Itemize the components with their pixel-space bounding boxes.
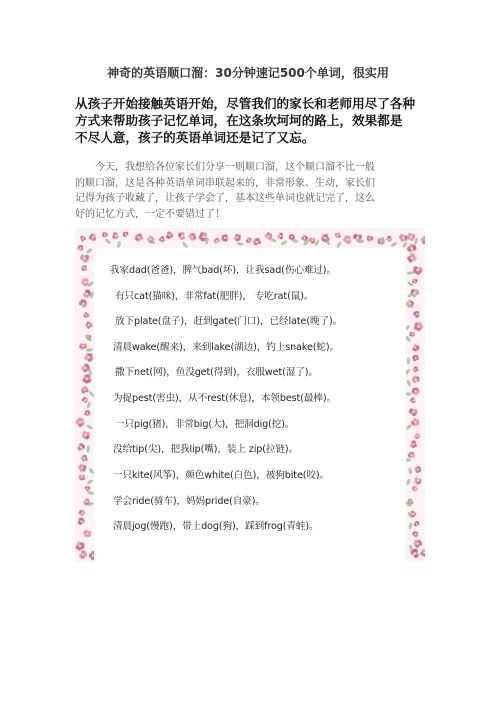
lead-line: 从孩子开始接触英语开始，尽管我们的家长和老师用尽了各种 — [75, 96, 416, 111]
flower-icon — [413, 266, 423, 275]
intro-line: 记得为孩子收藏了，让孩子学会了，基本这些单词也就记完了，这么 — [75, 193, 375, 204]
flower-icon — [159, 236, 165, 242]
flower-icon — [82, 374, 91, 384]
leaf-icon — [405, 423, 412, 430]
flower-icon — [414, 322, 423, 331]
leaf-icon — [86, 424, 94, 431]
flower-icon — [135, 233, 144, 241]
flower-icon — [77, 443, 85, 451]
flower-icon — [407, 253, 417, 262]
flower-icon — [409, 408, 418, 416]
rhyme-image — [75, 228, 425, 562]
rhyme-line: 学会ride(骑车)，妈妈pride(自豪)。 — [113, 496, 265, 507]
flower-icon — [78, 245, 84, 251]
flower-icon — [277, 233, 283, 240]
leaf-icon — [86, 479, 93, 486]
rhyme-line: 清晨wake(醒来)，来到lake(湖边)，钓上snake(蛇)。 — [113, 342, 340, 353]
flower-icon — [79, 299, 88, 308]
flower-icon — [407, 243, 417, 252]
rhyme-line: 没给tip(尖)，把我lip(嘴)，装上 zip(拉链)。 — [113, 444, 299, 455]
flower-icon — [412, 387, 420, 395]
lead-line: 方式来帮助孩子记忆单词，在这条坎坷坷的路上，效果都是 — [75, 113, 403, 128]
lead-line: 不尽人意，孩子的英语单词还是记了又忘。 — [75, 130, 315, 145]
intro-line: 的顺口溜，这是各种英语单词串联起来的，非常形象、生动，家长们 — [75, 177, 375, 189]
flower-icon — [414, 433, 420, 439]
flower-icon — [420, 549, 425, 557]
flower-icon — [76, 418, 85, 427]
flower-icon — [82, 397, 88, 403]
flower-icon — [412, 531, 418, 537]
rhyme-line: 放下plate(盘子)，赶到gate(门口)，已经late(晚了)。 — [115, 316, 343, 327]
intro-line: 今天，我想给各位家长们分享一则顺口溜，这个顺口溜不比一般 — [95, 162, 375, 173]
flower-icon — [411, 418, 419, 426]
flower-icon — [386, 236, 392, 242]
flower-icon — [413, 366, 419, 372]
rhyme-line: 有只cat(猫咪)，非常fat(肥胖)， 专吃rat(鼠)。 — [115, 291, 314, 302]
flower-icon — [412, 486, 418, 492]
flower-icon — [82, 431, 91, 440]
leaf-icon — [85, 248, 93, 255]
flower-icon — [81, 455, 88, 462]
flower-icon — [81, 265, 87, 271]
flower-icon — [407, 233, 416, 241]
flower-icon — [76, 542, 85, 551]
flower-icon — [79, 510, 86, 516]
flower-icon — [399, 234, 408, 242]
leaf-icon — [408, 467, 413, 475]
flower-icon — [84, 353, 93, 362]
flower-icon — [335, 232, 341, 238]
flower-icon — [84, 410, 90, 416]
leaf-icon — [407, 357, 410, 364]
flower-icon — [415, 466, 422, 473]
flower-icon — [412, 344, 419, 351]
leaf-icon — [390, 241, 398, 247]
leaf-icon — [406, 379, 412, 387]
flower-icon — [83, 312, 89, 318]
leaf-icon — [406, 478, 412, 486]
flower-icon — [79, 475, 86, 481]
flower-icon — [412, 278, 418, 284]
leaf-icon — [104, 238, 111, 245]
flower-icon — [79, 343, 87, 350]
flower-icon — [112, 232, 119, 239]
flower-icon — [123, 232, 129, 237]
intro-line: 好的记忆方式，一定不要错过了！ — [75, 208, 225, 220]
flower-icon — [78, 464, 86, 472]
flower-icon — [413, 540, 422, 548]
flower-icon — [246, 237, 252, 243]
leaf-icon — [86, 445, 90, 452]
flower-icon — [367, 236, 373, 242]
flower-icon — [80, 254, 89, 263]
leaf-icon — [236, 241, 244, 246]
flower-icon — [412, 355, 419, 361]
flower-icon — [85, 486, 91, 491]
flower-icon — [79, 550, 87, 559]
rhyme-line: 为捉pest(害虫)，从不rest(休息)，本领best(最棒)。 — [113, 393, 336, 404]
flower-icon — [85, 322, 92, 329]
flower-icon — [309, 237, 316, 243]
flower-icon — [414, 477, 421, 484]
leaf-icon — [408, 522, 413, 530]
flower-icon — [221, 234, 228, 242]
flower-icon — [413, 311, 419, 318]
flower-icon — [81, 386, 89, 393]
flower-icon — [410, 397, 416, 403]
flower-icon — [81, 278, 89, 286]
flower-icon — [343, 236, 351, 245]
rhyme-line: 撒下net(网)，鱼没get(得到)，衣服wet(湿了)。 — [115, 367, 318, 378]
flower-icon — [166, 232, 173, 240]
rhyme-panel — [94, 248, 406, 562]
flower-icon — [414, 521, 420, 527]
flower-icon — [83, 530, 91, 538]
flower-icon — [412, 376, 420, 383]
flower-icon — [178, 232, 185, 240]
intro-paragraph — [75, 160, 425, 222]
leaf-icon — [406, 271, 413, 275]
flower-icon — [188, 233, 196, 241]
rhyme-line: 一只kite(风筝)，颜色white(白色)，被狗bite(咬)。 — [113, 470, 330, 481]
flower-icon — [234, 234, 241, 242]
lead-paragraph — [75, 95, 425, 146]
leaf-icon — [86, 348, 93, 352]
flower-icon — [78, 518, 85, 525]
rhyme-line: 我家dad(爸爸)，脾气bad(坏)，让我sad(伤心难过)。 — [110, 265, 336, 276]
flower-icon — [410, 440, 417, 448]
flower-icon — [253, 238, 261, 246]
flower-icon — [409, 332, 415, 338]
flower-icon — [80, 236, 86, 242]
flower-icon — [408, 452, 415, 459]
leaf-icon — [280, 240, 288, 246]
flower-icon — [214, 238, 221, 244]
flower-icon — [102, 232, 108, 238]
rhyme-line: 一只pig(猪)，非常big(大)，把洞dig(挖)。 — [115, 419, 295, 430]
rhyme-line: 清晨jog(慢跑)，带上dog(狗)，踩到frog(青蛙)。 — [113, 521, 319, 532]
article-title: 神奇的英语顺口溜：30分钟速记500个单词，很实用 — [107, 66, 389, 80]
flower-icon — [89, 234, 96, 242]
